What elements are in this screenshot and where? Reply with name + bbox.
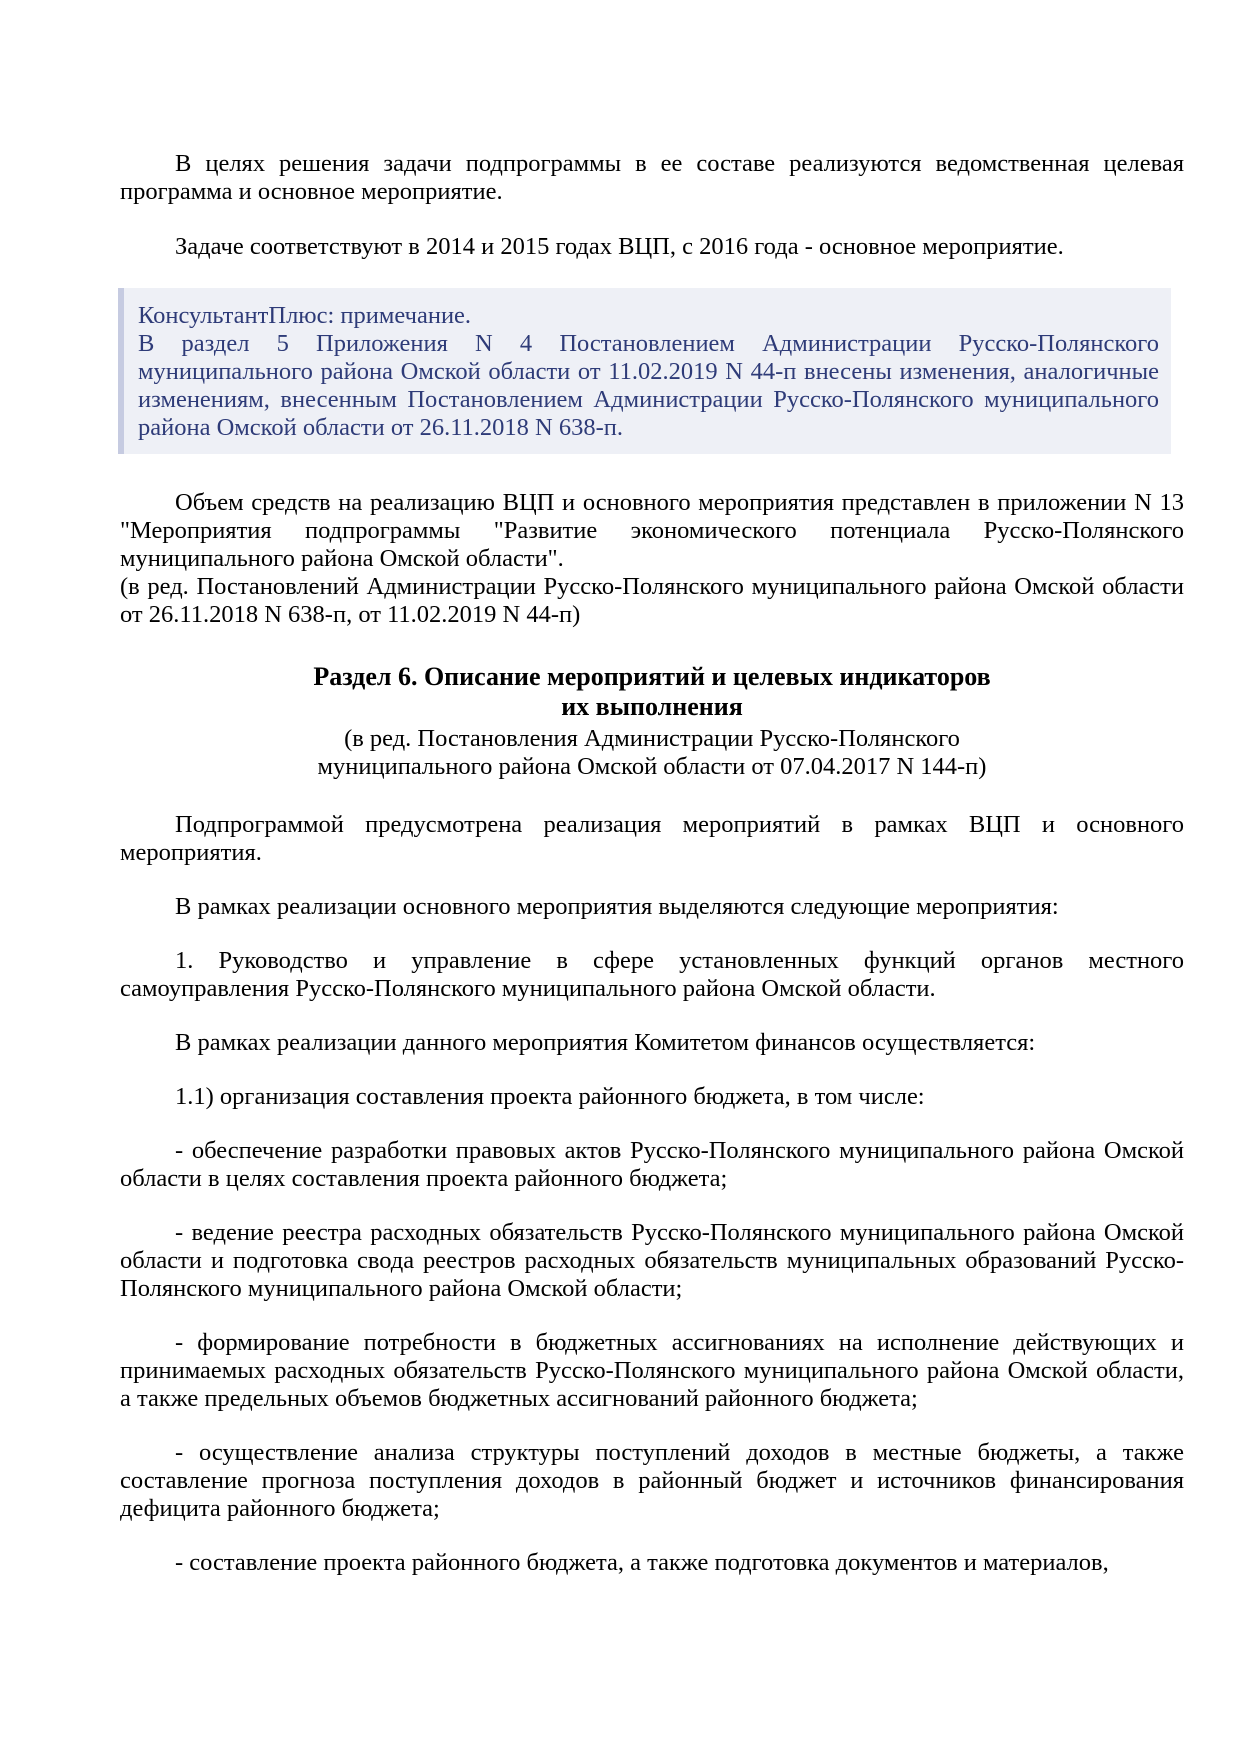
section-amendment-line-2: муниципального района Омской области от 07.04.2017 N 144-п) [317, 753, 987, 780]
paragraph-5: В рамках реализации основного мероприятия выделяются следующие мероприятия: [175, 893, 1059, 920]
section-amendment-line-1: (в ред. Постановления Администрации Русско-Полянского [344, 725, 960, 752]
paragraph-6: 1. Руководство и управление в сфере установленных функций органов местного самоуправления Русско-Полянского муниципального района Омской области. [120, 947, 1184, 1002]
paragraph-1: В целях решения задачи подпрограммы в ее составе реализуются ведомственная целевая программа и основное мероприятие. [120, 150, 1184, 205]
paragraph-10: - ведение реестра расходных обязательств Русско-Полянского муниципального района Омской области и подготовка свода реестров расходных обязательств муниципальных образований Русско-Полянского муниципального района Омской области; [120, 1219, 1184, 1302]
paragraph-7: В рамках реализации данного мероприятия Комитетом финансов осуществляется: [175, 1029, 1036, 1056]
section-title-line-2: их выполнения [561, 692, 743, 721]
paragraph-11: - формирование потребности в бюджетных ассигнованиях на исполнение действующих и принимаемых расходных обязательств Русско-Полянского муниципального района Омской области, а также предельных объемов бюджетных ассигнований районного бюджета; [120, 1329, 1184, 1412]
paragraph-3: Объем средств на реализацию ВЦП и основного мероприятия представлен в приложении N 13 "Мероприятия подпрограммы "Развитие экономического потенциала Русско-Полянского муниципального района Омской области". [120, 489, 1184, 572]
paragraph-12: - осуществление анализа структуры поступлений доходов в местные бюджеты, а также составление прогноза поступления доходов в районный бюджет и источников финансирования дефицита районного бюджета; [120, 1439, 1184, 1522]
paragraph-9: - обеспечение разработки правовых актов Русско-Полянского муниципального района Омской области в целях составления проекта районного бюджета; [120, 1137, 1184, 1192]
paragraph-4: Подпрограммой предусмотрена реализация мероприятий в рамках ВЦП и основного мероприятия. [120, 811, 1184, 866]
note-title: КонсультантПлюс: примечание. [138, 302, 472, 329]
paragraph-3-amendment: (в ред. Постановлений Администрации Русско-Полянского муниципального района Омской области от 26.11.2018 N 638-п, от 11.02.2019 N 44-п) [120, 573, 1184, 628]
section-title-line-1: Раздел 6. Описание мероприятий и целевых индикаторов [313, 662, 991, 691]
note-text: В раздел 5 Приложения N 4 Постановлением Администрации Русско-Полянского муниципального района Омской области от 11.02.2019 N 44-п внесены изменения, аналогичные изменениям, внесенным Постановлением Администрации Русско-Полянского муниципального района Омской области от 26.11.2018 N 638-п. [138, 330, 1159, 441]
paragraph-8: 1.1) организация составления проекта районного бюджета, в том числе: [175, 1083, 925, 1110]
consultant-note [118, 288, 1171, 454]
paragraph-13: - составление проекта районного бюджета, а также подготовка документов и материалов, [175, 1549, 1109, 1576]
paragraph-2: Задаче соответствуют в 2014 и 2015 годах ВЦП, с 2016 года - основное мероприятие. [175, 233, 1064, 260]
